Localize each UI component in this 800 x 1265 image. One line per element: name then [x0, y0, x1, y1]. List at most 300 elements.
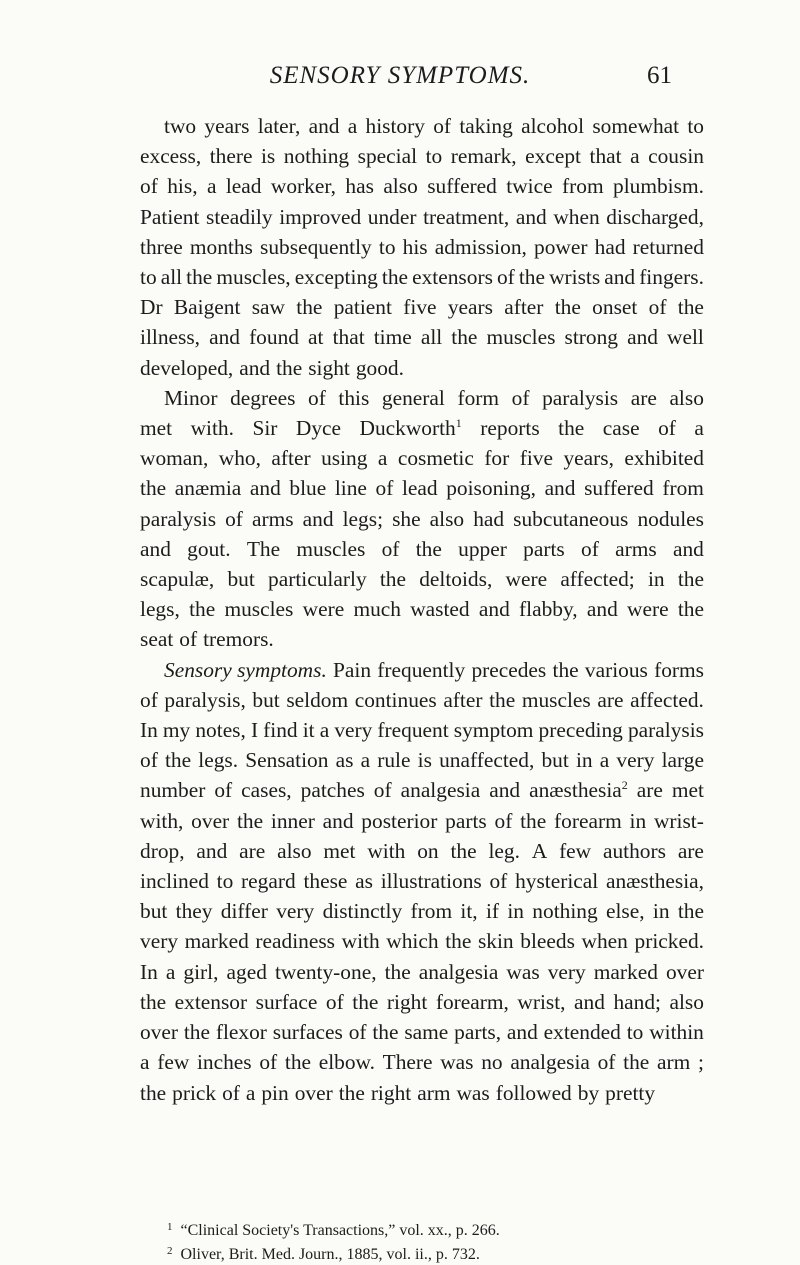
- word: affected.: [630, 687, 704, 712]
- text-line: [140, 292, 704, 322]
- word: they: [175, 899, 213, 924]
- word: with,: [140, 808, 184, 833]
- word: very: [140, 929, 179, 954]
- word: the: [236, 808, 264, 833]
- word: of: [494, 808, 513, 833]
- word: the: [164, 748, 192, 773]
- text-line: [140, 1017, 704, 1047]
- word: blue: [289, 476, 327, 501]
- word: met: [323, 838, 356, 863]
- word: surface: [255, 989, 318, 1014]
- word: parts: [445, 808, 487, 833]
- word: good.: [355, 355, 404, 380]
- word: no: [481, 1050, 503, 1075]
- running-title: SENSORY SYMPTOMS.: [269, 62, 531, 89]
- word: line: [334, 476, 367, 501]
- word: in: [629, 808, 647, 833]
- word: deltoids,: [419, 567, 493, 592]
- word: continues: [354, 687, 437, 712]
- text-line: [140, 202, 704, 232]
- text-line: [140, 1078, 704, 1108]
- word: preceding: [538, 718, 623, 743]
- word: was: [440, 1050, 474, 1075]
- word: well: [667, 325, 704, 350]
- word: posterior: [361, 808, 438, 833]
- text-line: [140, 806, 704, 836]
- word: inches: [196, 1050, 252, 1075]
- word: the: [276, 355, 303, 380]
- word: also: [669, 989, 704, 1014]
- word: I: [250, 718, 259, 743]
- word: it: [302, 718, 315, 743]
- word: flabby,: [519, 597, 578, 622]
- text-line: [140, 745, 704, 775]
- word: discharged,: [606, 204, 704, 229]
- word: are: [636, 778, 663, 803]
- word: the: [677, 295, 704, 320]
- word: from: [662, 476, 704, 501]
- word: gout.: [187, 536, 231, 561]
- word: wrists: [549, 265, 601, 290]
- word: patches: [300, 778, 365, 803]
- word: admission,: [434, 234, 527, 259]
- word: hand;: [613, 989, 661, 1014]
- word: woman,: [140, 446, 209, 471]
- word: the: [140, 476, 167, 501]
- text-line: [140, 1047, 704, 1077]
- word: very: [547, 959, 586, 984]
- word: his: [402, 234, 428, 259]
- word: wrist,: [517, 989, 566, 1014]
- word: improved: [279, 204, 362, 229]
- footnote-mark: 1: [167, 1221, 173, 1233]
- footnotes: [167, 1217, 707, 1265]
- word: as: [335, 748, 354, 773]
- word: the: [450, 838, 477, 863]
- word: of: [140, 174, 158, 199]
- word: over: [191, 808, 230, 833]
- word: differ: [220, 899, 268, 924]
- word: the: [284, 1050, 312, 1075]
- word: of: [222, 1080, 240, 1105]
- word: regard: [241, 869, 296, 894]
- word: number: [140, 778, 206, 803]
- word: case: [602, 416, 640, 441]
- word: right: [386, 989, 428, 1014]
- text-line: [140, 473, 704, 503]
- word: has: [345, 174, 374, 199]
- word: paralysis: [542, 385, 619, 410]
- word: of: [140, 748, 158, 773]
- text-line: [140, 957, 704, 987]
- word: legs;: [342, 506, 384, 531]
- word: the: [677, 899, 704, 924]
- word: except: [525, 144, 581, 169]
- text-line: [140, 594, 704, 624]
- word: and: [196, 838, 228, 863]
- section-heading: Sensory symptoms.: [164, 657, 327, 682]
- word: suffered: [584, 476, 654, 501]
- word: developed,: [140, 355, 234, 380]
- word: and: [140, 536, 171, 561]
- word: the: [451, 325, 478, 350]
- word: drop,: [140, 838, 185, 863]
- word: these: [303, 869, 348, 894]
- word: the: [558, 416, 585, 441]
- word: sight: [308, 355, 350, 380]
- word: was: [456, 1080, 490, 1105]
- word: saw: [251, 295, 285, 320]
- word: a: [319, 718, 330, 743]
- word: the: [352, 989, 379, 1014]
- word: of: [375, 476, 394, 501]
- word: illness,: [140, 325, 201, 350]
- word: paralysis: [140, 506, 217, 531]
- word: to: [626, 1020, 644, 1045]
- word: the: [552, 657, 579, 682]
- footnote-reference[interactable]: 2: [621, 778, 628, 793]
- word: that: [332, 325, 365, 350]
- word: subcutaneous: [513, 506, 629, 531]
- word: on: [417, 838, 439, 863]
- word: his,: [167, 174, 198, 199]
- word: years: [447, 295, 493, 320]
- word: time: [373, 325, 412, 350]
- word: In: [140, 959, 158, 984]
- word: anæsthesia$^2$: [529, 778, 628, 803]
- word: Dyce: [295, 416, 342, 441]
- body-text: [140, 111, 704, 1108]
- word: The: [246, 536, 281, 561]
- word: reports: [480, 416, 540, 441]
- word: met: [140, 416, 173, 441]
- word: of: [225, 506, 243, 531]
- text-line: [140, 655, 704, 685]
- word: of: [433, 114, 452, 138]
- word: large: [661, 748, 704, 773]
- footnote: [167, 1217, 707, 1241]
- word: later,: [257, 114, 301, 138]
- word: were: [627, 597, 669, 622]
- word: the: [183, 1020, 210, 1045]
- word: as: [355, 869, 373, 894]
- word: of: [214, 778, 233, 803]
- word: all: [420, 325, 443, 350]
- word: readiness: [255, 929, 335, 954]
- word: was: [506, 959, 540, 984]
- word: power: [534, 234, 588, 259]
- word: returned: [632, 234, 704, 259]
- word: remark,: [450, 144, 517, 169]
- word: very: [616, 748, 655, 773]
- word: the: [520, 808, 547, 833]
- word: muscles: [486, 325, 556, 350]
- word: Pain: [333, 657, 372, 682]
- word: five: [519, 446, 553, 471]
- word: three: [140, 234, 183, 259]
- word: but: [227, 567, 255, 592]
- word: much: [353, 597, 401, 622]
- word: exhibited: [624, 446, 704, 471]
- word: in: [647, 567, 665, 592]
- word: paralysis: [627, 718, 704, 743]
- word: illustrations: [380, 869, 482, 894]
- word: with.: [190, 416, 234, 441]
- word: a: [599, 748, 610, 773]
- text-line: [140, 141, 704, 171]
- word: and: [239, 355, 271, 380]
- word: are: [597, 687, 624, 712]
- word: the: [379, 567, 406, 592]
- text-line: [140, 262, 704, 292]
- word: a: [347, 114, 358, 138]
- word: after: [443, 687, 483, 712]
- footnote-mark: 2: [167, 1245, 173, 1257]
- footnote-text: Oliver, Brit. Med. Journ., 1885, vol. ii., p. 732.: [180, 1246, 480, 1263]
- word: had: [594, 234, 626, 259]
- word: excepting: [294, 265, 378, 290]
- word: a: [360, 748, 371, 773]
- word: a: [165, 959, 176, 984]
- text-line: [140, 504, 704, 534]
- word: were: [505, 567, 548, 592]
- word: and: [672, 536, 704, 561]
- word: my: [162, 718, 191, 743]
- word: a: [245, 1080, 256, 1105]
- word: a: [694, 416, 704, 441]
- word: lead: [401, 476, 438, 501]
- word: is: [260, 144, 276, 169]
- word: of: [597, 1050, 616, 1075]
- word: Sensation: [245, 748, 329, 773]
- word: if: [485, 899, 500, 924]
- footnote-reference[interactable]: 1: [455, 416, 462, 431]
- word: excess,: [140, 144, 202, 169]
- word: few: [157, 1050, 190, 1075]
- word: degrees: [230, 385, 296, 410]
- word: the: [372, 1020, 399, 1045]
- word: over: [294, 1080, 333, 1105]
- word: lead: [225, 174, 262, 199]
- word: muscles: [521, 687, 591, 712]
- word: she: [392, 506, 421, 531]
- word: found: [249, 325, 299, 350]
- word: legs,: [140, 597, 180, 622]
- page-number: 61: [647, 62, 672, 89]
- word: frequent: [377, 718, 449, 743]
- word: leg.: [488, 838, 520, 863]
- word: subsequently: [260, 234, 372, 259]
- word: In: [140, 718, 158, 743]
- word: but: [140, 899, 168, 924]
- word: suffered: [427, 174, 497, 199]
- word: in: [652, 899, 670, 924]
- word: precedes: [471, 657, 547, 682]
- word: and: [249, 476, 281, 501]
- word: over: [140, 1020, 179, 1045]
- word: poisoning,: [446, 476, 536, 501]
- word: of: [179, 627, 198, 652]
- word: all: [160, 265, 183, 290]
- word: of: [259, 1050, 278, 1075]
- word: were: [302, 597, 345, 622]
- word: and: [489, 778, 521, 803]
- word: Patient: [140, 204, 200, 229]
- word: after: [504, 295, 544, 320]
- word: wrist-: [653, 808, 704, 833]
- word: when: [581, 929, 628, 954]
- word: of: [381, 536, 400, 561]
- word: of: [348, 1020, 367, 1045]
- text-line: [140, 171, 704, 201]
- word: extended: [543, 1020, 621, 1045]
- word: else,: [605, 899, 645, 924]
- word: the: [445, 929, 472, 954]
- word: pretty: [605, 1080, 656, 1105]
- word: and: [627, 325, 658, 350]
- word: elbow.: [318, 1050, 375, 1075]
- word: the: [415, 536, 442, 561]
- word: same: [404, 1020, 449, 1045]
- word: legs.: [198, 748, 239, 773]
- word: girl,: [183, 959, 219, 984]
- word: met: [671, 778, 704, 803]
- text-line: [140, 685, 704, 715]
- text-line: [140, 866, 704, 896]
- word: with: [341, 929, 380, 954]
- word: Minor: [164, 385, 218, 410]
- word: surfaces: [272, 1020, 343, 1045]
- text-line: [140, 232, 704, 262]
- word: had: [473, 506, 505, 531]
- word: years: [204, 114, 250, 138]
- word: when: [553, 204, 600, 229]
- word: distinctly: [322, 899, 403, 924]
- word: of: [325, 989, 344, 1014]
- word: patient: [333, 295, 392, 320]
- word: forearm,: [435, 989, 509, 1014]
- word: aged: [226, 959, 267, 984]
- word: a: [206, 174, 217, 199]
- text-line: [140, 353, 704, 383]
- word: frequently: [377, 657, 466, 682]
- word: and: [302, 506, 334, 531]
- word: of: [140, 687, 158, 712]
- word: also: [383, 174, 418, 199]
- word: the: [384, 959, 411, 984]
- word: symptom: [453, 718, 534, 743]
- word: fingers.: [639, 265, 704, 290]
- word: There: [382, 1050, 433, 1075]
- word: there: [209, 144, 253, 169]
- word: strong: [564, 325, 618, 350]
- word: to: [687, 114, 704, 138]
- word: treatment,: [423, 204, 510, 229]
- word: the: [677, 597, 704, 622]
- word: paralysis,: [164, 687, 246, 712]
- word: forms: [654, 657, 704, 682]
- word: hysterical: [515, 869, 599, 894]
- word: parts: [523, 536, 565, 561]
- word: wasted: [410, 597, 470, 622]
- word: that: [589, 144, 622, 169]
- text-line: [140, 413, 704, 443]
- word: in: [507, 899, 524, 924]
- text-line: [140, 715, 704, 745]
- word: marked: [184, 929, 249, 954]
- word: analgesia: [510, 1050, 590, 1075]
- word: followed: [495, 1080, 572, 1105]
- word: notes,: [195, 718, 246, 743]
- word: within: [649, 1020, 704, 1045]
- word: are: [677, 838, 704, 863]
- text-line: [140, 111, 704, 141]
- word: right: [370, 1080, 412, 1105]
- text-line: [140, 443, 704, 473]
- word: extensor: [174, 989, 248, 1014]
- word: a: [140, 1050, 150, 1075]
- word: of: [496, 265, 515, 290]
- word: and: [209, 325, 240, 350]
- word: this: [338, 385, 370, 410]
- word: two: [164, 114, 197, 138]
- word: few: [559, 838, 592, 863]
- word: pricked.: [634, 929, 704, 954]
- word: the: [296, 295, 323, 320]
- word: and: [515, 204, 547, 229]
- word: anæmia: [174, 476, 242, 501]
- word: are: [239, 838, 266, 863]
- word: parts,: [454, 1020, 502, 1045]
- word: it,: [460, 899, 478, 924]
- word: forearm: [554, 808, 622, 833]
- text-line: [140, 896, 704, 926]
- word: unaffected,: [439, 748, 535, 773]
- word: nothing: [532, 899, 598, 924]
- word: anæsthesia,: [605, 869, 704, 894]
- word: twenty-one,: [274, 959, 377, 984]
- word: find: [263, 718, 298, 743]
- word: inner: [270, 808, 315, 833]
- word: but: [252, 687, 280, 712]
- word: are: [630, 385, 657, 410]
- word: taking: [459, 114, 513, 138]
- text-line: [140, 775, 704, 805]
- word: cousin: [648, 144, 704, 169]
- word: arms: [615, 536, 657, 561]
- word: and: [574, 989, 605, 1014]
- word: after: [271, 446, 311, 471]
- word: A: [531, 838, 548, 863]
- word: seat: [140, 627, 174, 652]
- word: over: [665, 959, 704, 984]
- word: seldom: [286, 687, 349, 712]
- word: for: [484, 446, 510, 471]
- word: at: [308, 325, 324, 350]
- word: Duckworth$^1$: [359, 416, 462, 441]
- word: of: [308, 385, 326, 410]
- word: rule: [377, 748, 411, 773]
- word: also: [277, 838, 312, 863]
- word: general: [381, 385, 445, 410]
- word: the: [140, 1080, 167, 1105]
- word: who,: [218, 446, 261, 471]
- word: steadily: [206, 204, 273, 229]
- word: from: [562, 174, 604, 199]
- word: various: [584, 657, 648, 682]
- word: the: [677, 567, 704, 592]
- footnote-text: “Clinical Society's Transactions,” vol. xx., p. 266.: [180, 1222, 500, 1239]
